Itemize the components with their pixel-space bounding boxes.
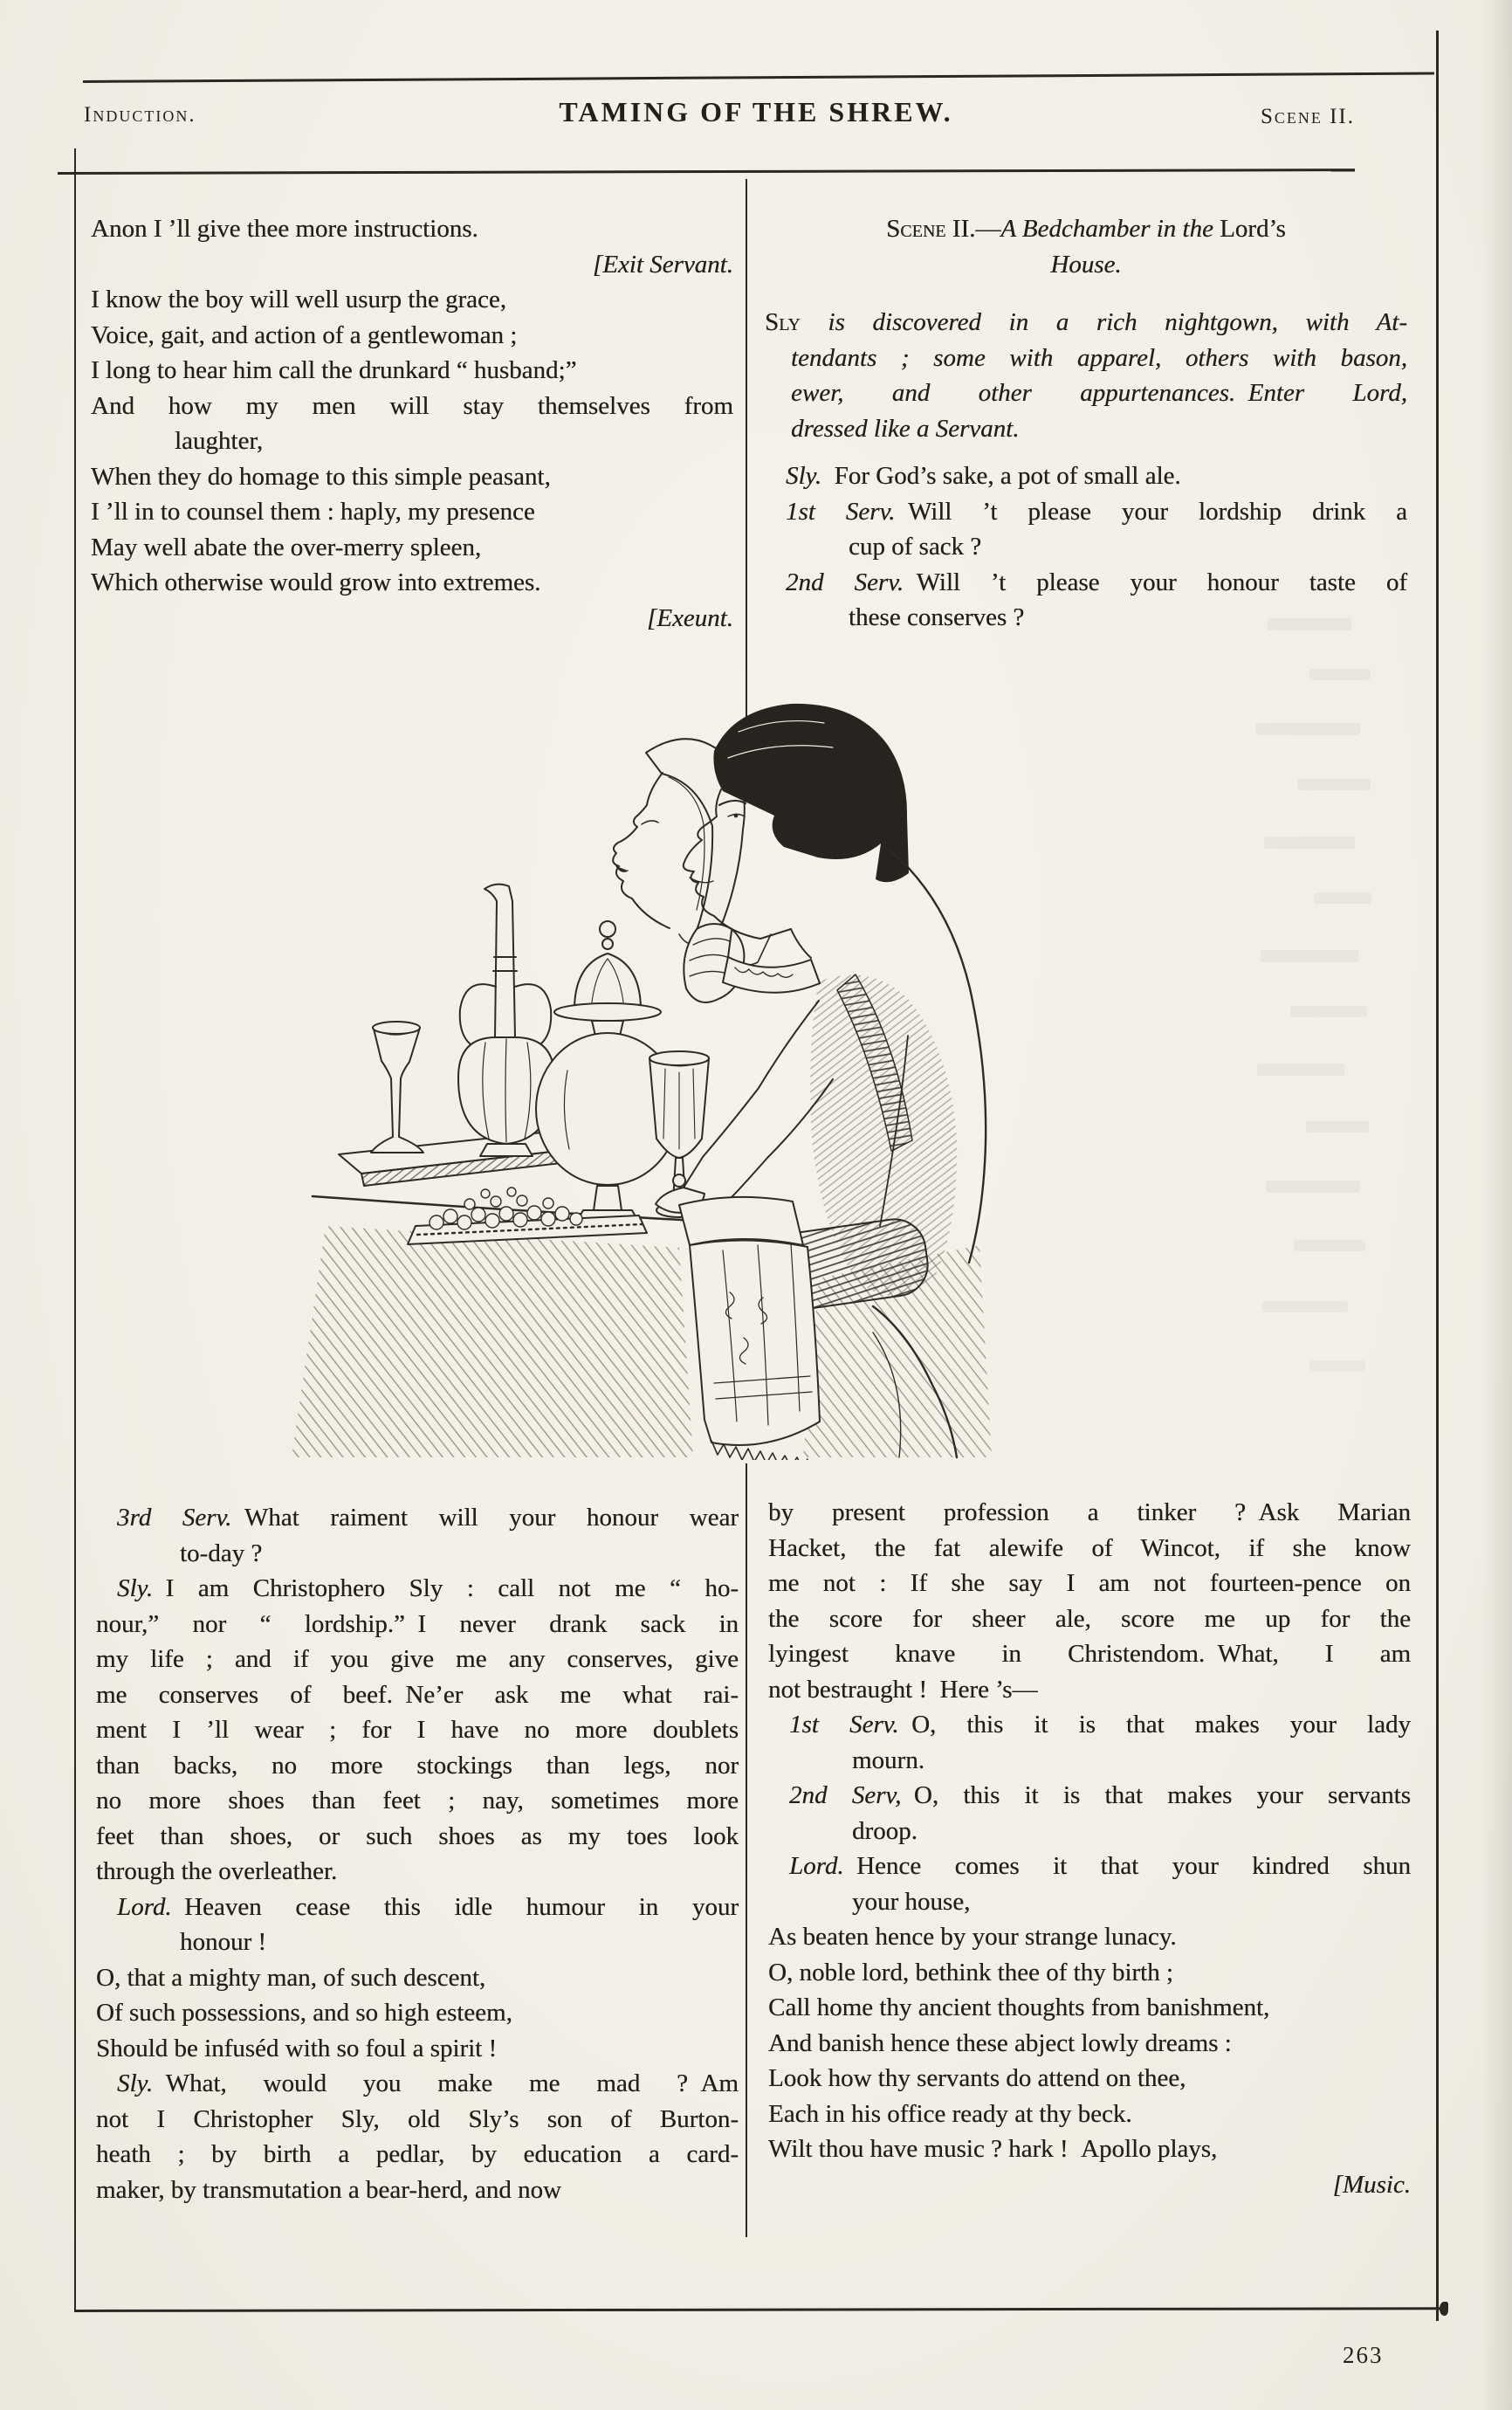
text-line: [Exit Servant. [592,250,733,279]
text-line: And banish hence these abject lowly dreams : [768,2028,1232,2057]
page-border-top [83,72,1434,83]
header-divider-rule [58,169,1355,175]
text-line: O, noble lord, bethink thee of thy birth ; [768,1958,1173,1987]
page-number: 263 [1343,2342,1384,2368]
scene-place-roman: Lord’s [1220,215,1286,243]
text-line: not bestraught ! Here ’s— [768,1675,1038,1704]
text-line: 2nd Serv, O, this it is that makes your servants [789,1781,1411,1809]
text-line: I ’ll in to counsel them : haply, my presence [91,498,535,526]
text-line: me not : If she say I am not fourteen-pence on [768,1569,1411,1597]
text-line: maker, by transmutation a bear-herd, and now [96,2175,561,2204]
scene-heading-line2: House. [1050,250,1122,279]
text-line: tendants ; some with apparel, others with bason, [791,343,1407,372]
text-line: to-day ? [180,1539,263,1567]
scene-illustration [208,667,995,1460]
text-line: mourn. [852,1746,924,1774]
text-line: my life ; and if you give me any conserves, give [96,1645,739,1673]
text-line: Lord. Heaven cease this idle humour in your [117,1892,739,1921]
text-line: heath ; by birth a pedlar, by education a card- [96,2140,739,2168]
text-line: the score for sheer ale, score me up for the [768,1604,1411,1633]
text-line: Sly is discovered in a rich nightgown, with At- [765,308,1407,336]
text-line: Look how thy servants do attend on thee, [768,2064,1186,2092]
text-line: [Music. [1332,2170,1411,2199]
goblet [371,1022,423,1153]
text-line: lyingest knave in Christendom. What, I am [768,1640,1411,1668]
text-line: dressed like a Servant. [791,414,1020,443]
text-line: ewer, and other appurtenances. Enter Lord, [791,379,1407,407]
text-line: Wilt thou have music ? hark ! Apollo plays, [768,2135,1218,2163]
text-line: May well abate the over-merry spleen, [91,533,482,561]
text-line: cup of sack ? [849,533,982,561]
page-border-right [1436,31,1439,2321]
text-line: Sly. What, would you make me mad ? Am [117,2069,739,2097]
text-line: by present profession a tinker ? Ask Marian [768,1498,1411,1526]
text-line: [Exeunt. [646,603,733,632]
left-column-top-text [91,211,733,636]
text-line: As beaten hence by your strange lunacy. [768,1923,1177,1951]
text-line: laughter, [175,427,264,455]
text-line: 1st Serv. O, this it is that makes your lady [789,1711,1411,1739]
text-line: these conserves ? [849,603,1025,631]
text-line: than backs, no more stockings than legs, nor [96,1751,739,1780]
text-line: honour ! [180,1928,267,1956]
page-border-bottom [75,2307,1447,2312]
ink-blemish [1440,2302,1448,2316]
scan-edge-shading [1482,0,1512,2410]
text-line: Lord. Hence comes it that your kindred shun [789,1852,1411,1880]
text-line: I long to hear him call the drunkard “ husband;” [91,356,577,384]
text-line: I know the boy will well usurp the grace, [91,286,506,313]
text-line: your house, [852,1887,971,1916]
running-head-right: Scene II. [1260,105,1355,128]
text-line: 3rd Serv. What raiment will your honour wear [117,1504,739,1532]
left-column-bottom-text [96,1500,739,2207]
text-line: Sly. I am Christophero Sly : call not me “ ho- [117,1574,739,1602]
right-column-top-text [765,211,1407,636]
text-line: Voice, gait, and action of a gentlewoman ; [91,320,518,349]
hanging-cloth [679,1197,820,1460]
running-head-title: TAMING OF THE SHREW. [559,96,953,127]
right-column-bottom-text [768,1495,1411,2202]
scene-word: Scene [886,215,946,243]
text-line: Of such possessions, and so high esteem, [96,1999,512,2027]
text-line: through the overleather. [96,1857,338,1885]
column-divider-upper [746,179,747,742]
text-line: Should be infuséd with so foul a spirit ! [96,2034,498,2062]
text-line: 1st Serv. Will ’t please your lordship drink a [786,497,1407,526]
scene-number: II.— [945,215,1001,243]
text-line: not I Christopher Sly, old Sly’s son of Burton- [96,2104,739,2133]
text-line: feet than shoes, or such shoes as my toes look [96,1821,739,1850]
text-line: Each in his office ready at thy beck. [768,2099,1132,2128]
running-head-left: Induction. [84,103,196,127]
text-line: Sly. For God’s sake, a pot of small ale. [786,462,1181,490]
text-line: nour,” nor “ lordship.” I never drank sack in [96,1609,739,1638]
text-line: me conserves of beef. Ne’er ask me what rai- [96,1680,739,1709]
text-line: Which otherwise would grow into extremes. [91,568,541,596]
text-line: droop. [852,1816,918,1845]
scene-place-italic: A Bedchamber in the [1000,215,1220,243]
text-line: 2nd Serv. Will ’t please your honour taste of [786,568,1407,596]
scene-heading [765,211,1407,282]
text-line: ment I ’ll wear ; for I have no more doublets [96,1716,739,1744]
text-line: When they do homage to this simple peasant, [91,462,551,491]
dialogue-top-right [765,458,1407,636]
column-divider-lower [746,1463,747,2237]
text-line: no more shoes than feet ; nay, sometimes more [96,1787,739,1814]
text-line: Anon I ’ll give thee more instructions. [91,215,478,243]
text-line: Call home thy ancient thoughts from banishment, [768,1993,1270,2021]
stage-direction [765,305,1407,446]
text-line: O, that a mighty man, of such descent, [96,1963,486,1992]
text-line: And how my men will stay themselves from [91,391,733,420]
scene-heading-line1 [765,211,1407,247]
page-border-left [74,148,76,2312]
text-line: Hacket, the fat alewife of Wincot, if she know [768,1533,1411,1562]
